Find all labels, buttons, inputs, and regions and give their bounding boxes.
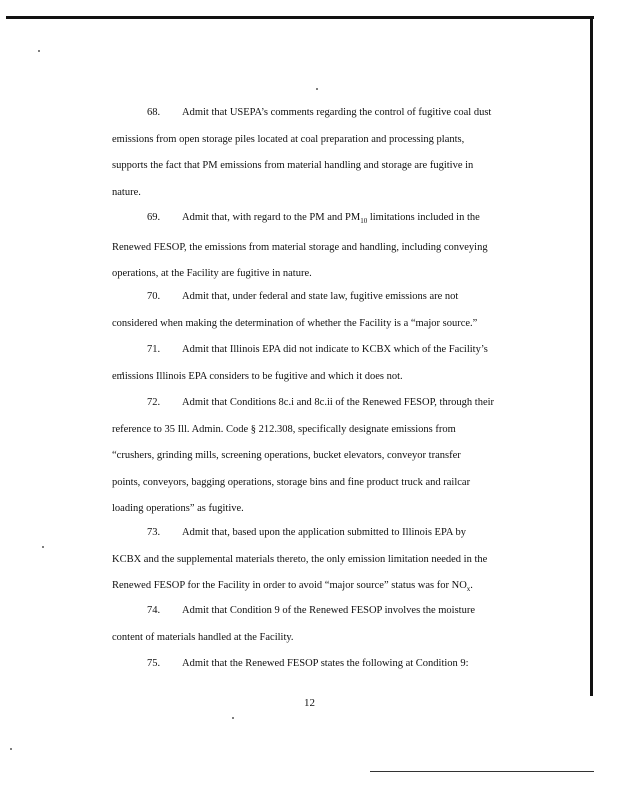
paragraph-71: [112, 337, 520, 390]
scan-speck: [232, 717, 234, 719]
paragraph-number: 73.: [147, 527, 161, 538]
paragraph-text: Admit that Illinois EPA did not indicate to KCBX which of the Facility’s: [182, 344, 488, 355]
top-border-rule: [6, 16, 594, 19]
paragraph-line: “crushers, grinding mills, screening operations, bucket elevators, conveyor transfer: [112, 450, 461, 461]
paragraph-text: Admit that USEPA’s comments regarding the control of fugitive coal dust: [182, 107, 492, 118]
paragraph-74: [112, 598, 520, 651]
paragraph-text: Admit that the Renewed FESOP states the following at Condition 9:: [182, 658, 469, 669]
paragraph-number: 71.: [147, 344, 161, 355]
subscript: 10: [360, 217, 368, 226]
scan-speck: [38, 50, 40, 52]
paragraph-number: 70.: [147, 291, 161, 302]
scan-speck: [316, 88, 318, 90]
paragraph-text: Admit that, with regard to the PM and PM: [182, 212, 361, 223]
paragraph-line: considered when making the determination of whether the Facility is a “major source.”: [112, 317, 478, 329]
paragraph-line: operations, at the Facility are fugitive in nature.: [112, 268, 312, 280]
paragraph-line: supports the fact that PM emissions from material handling and storage are fugitive in: [112, 160, 474, 171]
paragraph-number: 72.: [147, 397, 161, 408]
paragraph-text: limitations included in the: [367, 212, 480, 223]
paragraph-line: KCBX and the supplemental materials thereto, the only emission limitation needed in the: [112, 553, 488, 565]
paragraph-text: Renewed FESOP for the Facility in order to avoid “major source” status was for NO: [112, 580, 467, 591]
paragraph-line: Renewed FESOP, the emissions from material storage and handling, including conveying: [112, 241, 488, 253]
scan-speck: [10, 748, 12, 750]
bottom-footer-rule: [370, 771, 594, 772]
paragraph-text: Admit that, under federal and state law, fugitive emissions are not: [182, 291, 459, 302]
paragraph-line: emissions Illinois EPA considers to be fugitive and which it does not.: [112, 370, 403, 382]
right-border-rule: [590, 16, 593, 696]
paragraph-75: [112, 651, 520, 678]
paragraph-70: [112, 284, 520, 337]
paragraph-number: 74.: [147, 605, 161, 616]
paragraph-number: 75.: [147, 658, 161, 669]
paragraph-text: Admit that, based upon the application submitted to Illinois EPA by: [182, 527, 466, 538]
paragraph-line: nature.: [112, 186, 141, 198]
paragraph-line: content of materials handled at the Facility.: [112, 631, 294, 643]
paragraph-number: 69.: [147, 212, 161, 223]
paragraph-line: reference to 35 Ill. Admin. Code § 212.308, specifically designate emissions from: [112, 423, 456, 435]
page-number: 12: [304, 697, 315, 709]
paragraph-text: Admit that Condition 9 of the Renewed FESOP involves the moisture: [182, 605, 476, 616]
paragraph-text: Admit that Conditions 8c.i and 8c.ii of the Renewed FESOP, through their: [182, 397, 495, 408]
paragraph-line: emissions from open storage piles located at coal preparation and processing plants,: [112, 133, 465, 145]
paragraph-68: [112, 100, 520, 206]
paragraph-line: points, conveyors, bagging operations, storage bins and fine product truck and railcar: [112, 476, 471, 488]
scan-speck: [42, 546, 44, 548]
paragraph-number: 68.: [147, 107, 161, 118]
subscript: x: [466, 585, 471, 594]
paragraph-69: [112, 205, 520, 288]
paragraph-line: loading operations” as fugitive.: [112, 503, 244, 514]
paragraph-72: [112, 390, 520, 523]
paragraph-text: .: [470, 580, 473, 591]
paragraph-73: [112, 520, 520, 603]
